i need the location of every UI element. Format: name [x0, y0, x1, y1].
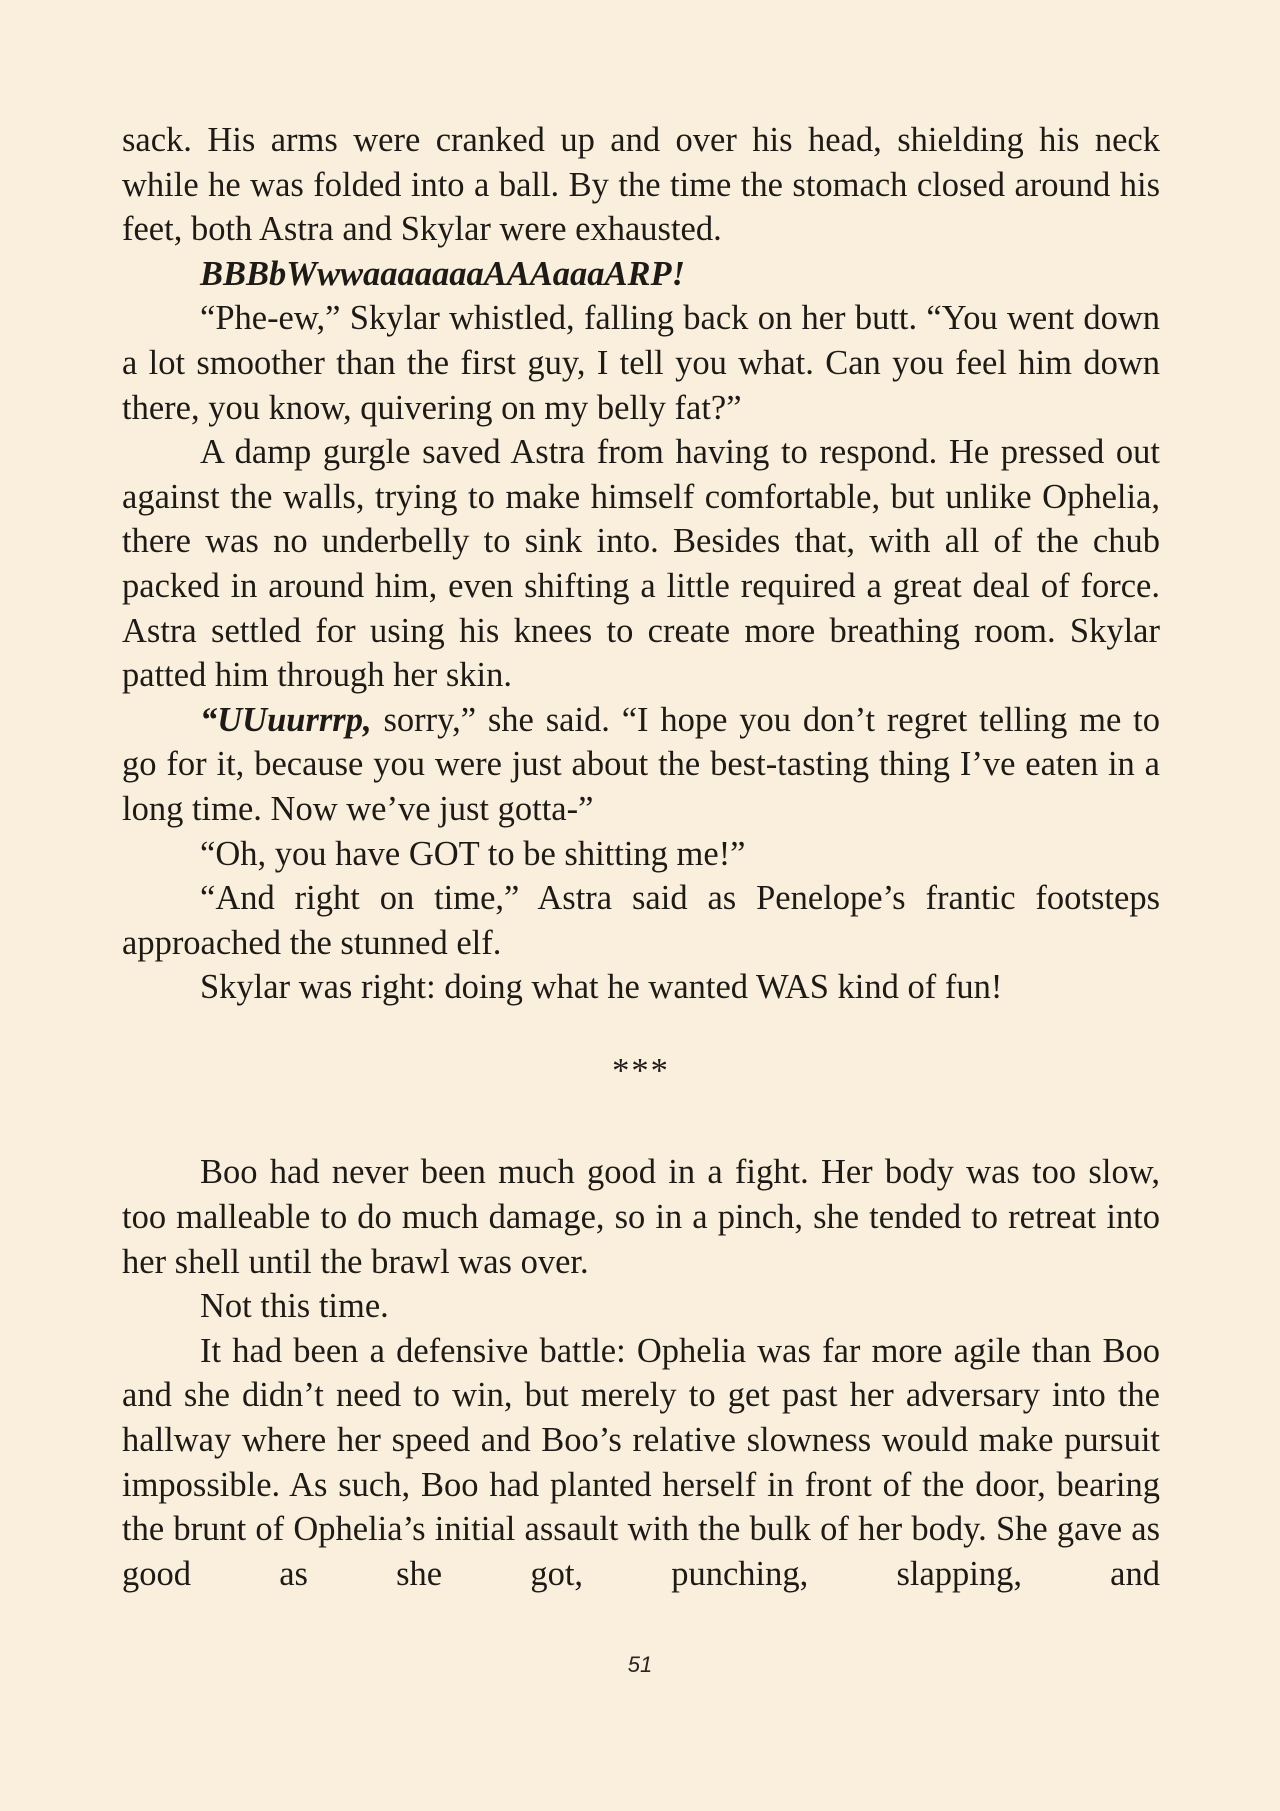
- paragraph: [122, 1150, 1160, 1284]
- paragraph: [122, 118, 1160, 252]
- text-run: Not this time.: [200, 1287, 389, 1326]
- paragraph: [122, 296, 1160, 430]
- emphasis-text: BBBbWwwaaaaaaaAAAaaaARP!: [200, 254, 686, 293]
- emphasis-text: “UUuurrrp,: [200, 700, 372, 739]
- text-run: A damp gurgle saved Astra from having to respond. He pressed out against the walls, trying to make himself comfortable, but unlike Ophelia, there was no underbelly to sink into. Besides that, with all of the chub packed in around him, even shifting a little required a great deal of force. Astra settled for using his knees to create more breathing room. Skylar patted him through her skin.: [122, 433, 1160, 695]
- paragraph: [122, 1329, 1160, 1597]
- text-run: “And right on time,” Astra said as Penelope’s frantic footsteps approached the stunned elf.: [122, 879, 1160, 962]
- scene-break: ***: [612, 1051, 670, 1090]
- text-run: Boo had never been much good in a fight. Her body was too slow, too malleable to do much damage, so in a pinch, she tended to retreat into her shell until the brawl was over.: [122, 1153, 1160, 1281]
- paragraph: [122, 252, 1160, 297]
- text-run: “Oh, you have GOT to be shitting me!”: [200, 834, 746, 873]
- text-run: Skylar was right: doing what he wanted WAS kind of fun!: [200, 968, 1003, 1007]
- paragraph: [122, 1284, 1160, 1329]
- text-run: “Phe-ew,” Skylar whistled, falling back on her butt. “You went down a lot smoother than the first guy, I tell you what. Can you feel him down there, you know, quivering on my belly fat?”: [122, 299, 1160, 427]
- text-run: sack. His arms were cranked up and over his head, shielding his neck while he was folded into a ball. By the time the stomach closed around his feet, both Astra and Skylar were exhausted.: [122, 121, 1160, 249]
- body-text-after-break: [122, 1150, 1160, 1596]
- paragraph: [122, 430, 1160, 698]
- book-page: [122, 118, 1160, 1596]
- paragraph: [122, 876, 1160, 965]
- body-text-before-break: [122, 118, 1160, 1010]
- text-run: sorry,” she said. “I hope you don’t regret telling me to go for it, because you were just about the best-tasting thing I’ve eaten in a long time. Now we’ve just gotta-”: [122, 700, 1160, 828]
- paragraph: [122, 832, 1160, 877]
- paragraph: [122, 698, 1160, 832]
- page-number: 51: [627, 1652, 653, 1677]
- paragraph: [122, 965, 1160, 1010]
- text-run: It had been a defensive battle: Ophelia was far more agile than Boo and she didn’t need to win, but merely to get past her adversary into the hallway where her speed and Boo’s relative slowness would make pursuit impossible. As such, Boo had planted herself in front of the door, bearing the brunt of Ophelia’s initial assault with the bulk of her body. She gave as good as she got, punching, slapping, and: [122, 1331, 1160, 1593]
